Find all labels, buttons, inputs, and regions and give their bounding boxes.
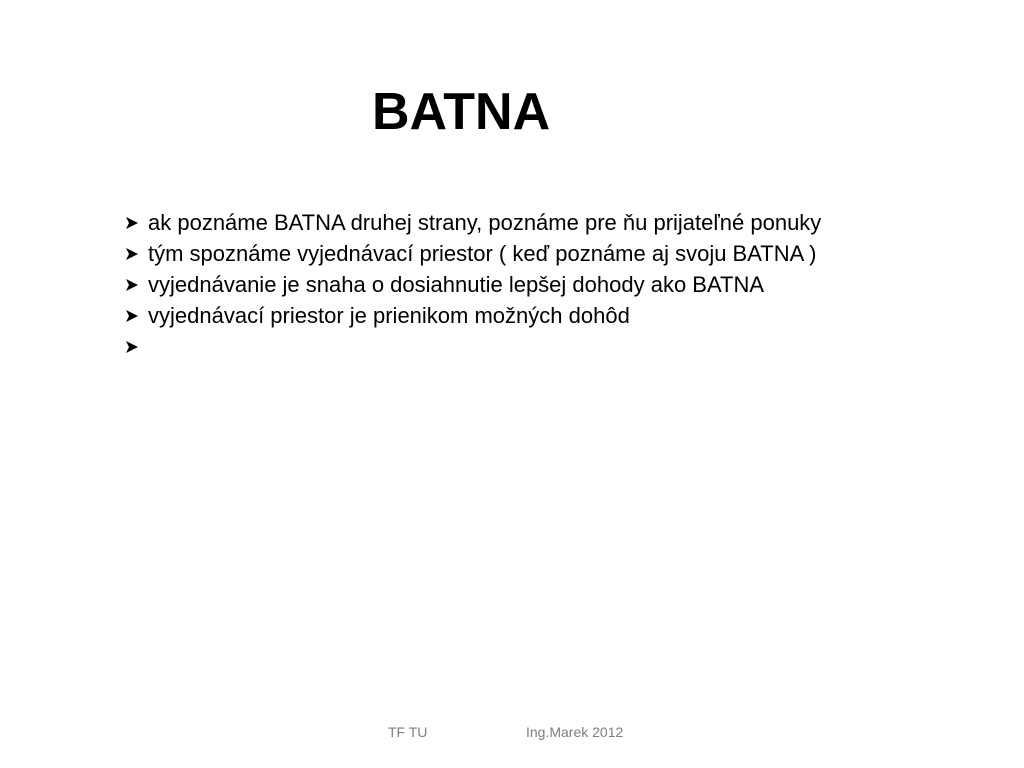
list-item (124, 269, 821, 300)
footer-right-text: Ing.Marek 2012 (526, 724, 624, 740)
list-item (124, 238, 821, 269)
arrowhead-bullet-icon (124, 339, 148, 355)
arrowhead-bullet-icon (124, 246, 148, 262)
footer-left-text: TF TU (388, 724, 428, 740)
bullet-list (124, 207, 821, 362)
arrowhead-bullet-icon (124, 308, 148, 324)
arrowhead-bullet-icon (124, 277, 148, 293)
list-item (124, 300, 821, 331)
bullet-text: vyjednávanie je snaha o dosiahnutie lepšej dohody ako BATNA (148, 271, 764, 297)
list-item (124, 331, 821, 362)
bullet-text: ak poznáme BATNA druhej strany, poznáme pre ňu prijateľné ponuky (148, 209, 822, 235)
bullet-text: tým spoznáme vyjednávací priestor ( keď poznáme aj svoju BATNA ) (148, 240, 817, 266)
arrowhead-bullet-icon (124, 215, 148, 231)
slide-title: BATNA (372, 83, 551, 141)
list-item (124, 207, 821, 238)
bullet-text: vyjednávací priestor je prienikom možných dohôd (148, 302, 630, 328)
